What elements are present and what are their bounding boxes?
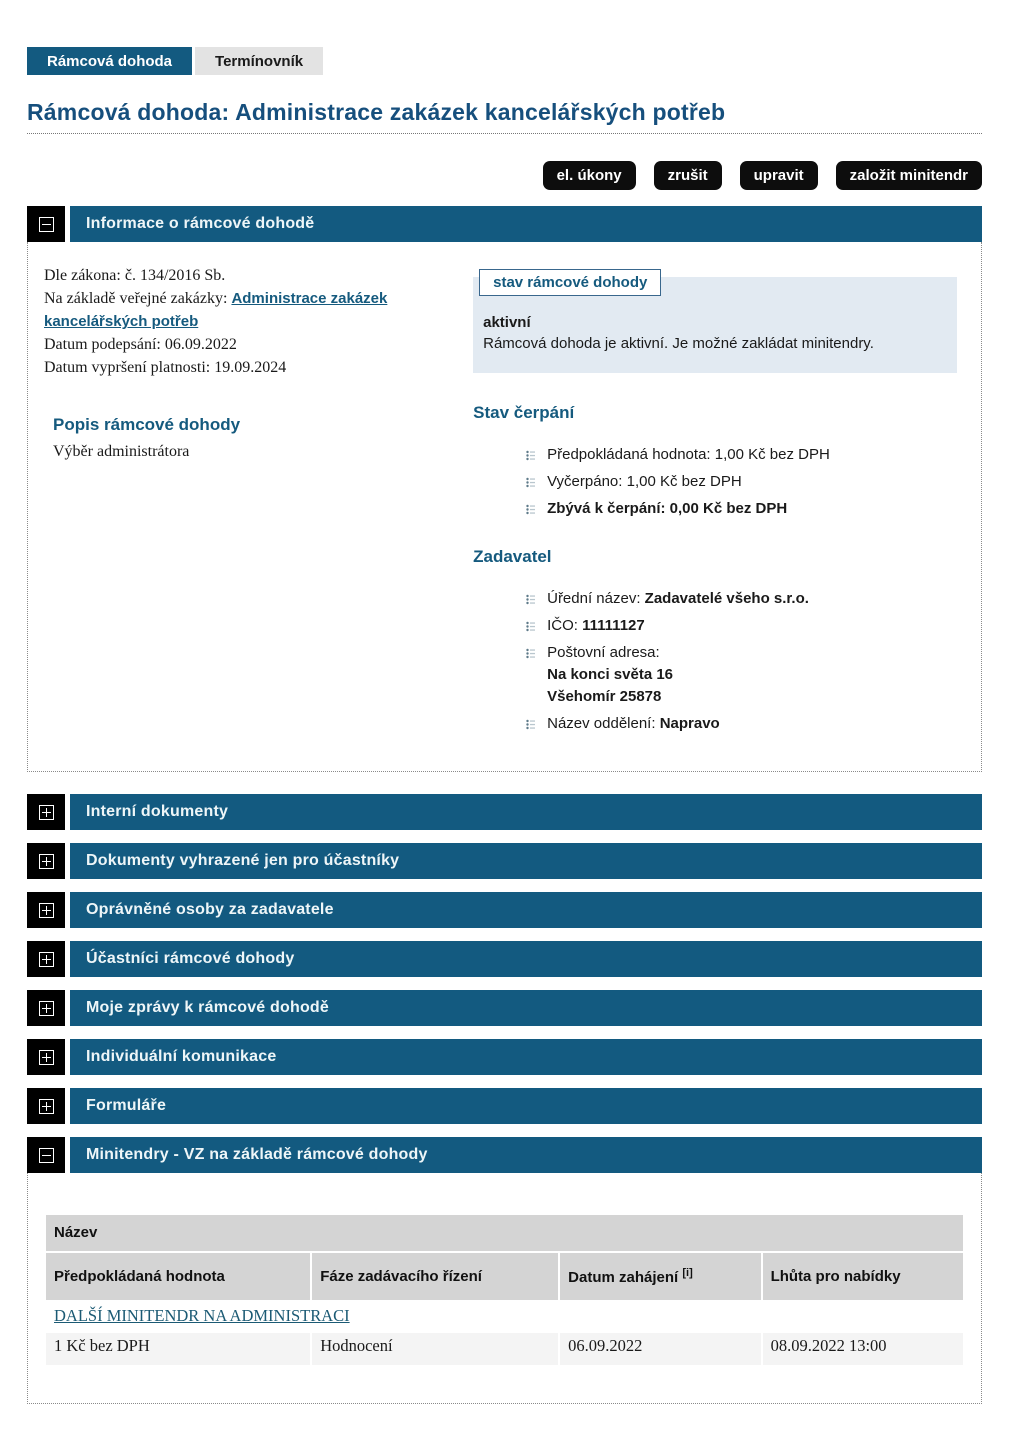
tab-ramcova-dohoda[interactable]: Rámcová dohoda [27, 47, 192, 75]
plus-icon [39, 854, 54, 869]
section-bar-formulare [27, 1088, 982, 1124]
title-divider [27, 133, 982, 134]
column-header-faze: Fáze zadávacího řízení [312, 1253, 558, 1300]
section-title: Účastníci rámcové dohody [70, 941, 982, 977]
zadavatel-list [526, 589, 957, 734]
based-on-label: Na základě veřejné zakázky: [44, 290, 228, 307]
expand-toggle-button[interactable] [27, 1088, 65, 1124]
status-value: aktivní [483, 314, 531, 331]
collapse-toggle-button[interactable] [27, 206, 65, 242]
section-title-minitendry: Minitendry - VZ na základě rámcové dohody [70, 1137, 982, 1173]
expand-toggle-button[interactable] [27, 941, 65, 977]
section-bar-minitendry [27, 1137, 982, 1173]
info-left-column [44, 264, 473, 741]
popis-block [44, 415, 473, 461]
list-bullet-icon [526, 475, 537, 495]
column-header-lhuta: Lhůta pro nabídky [763, 1253, 963, 1300]
address-line: Všehomír 25878 [547, 688, 662, 705]
section-bar-moje-zpravy [27, 990, 982, 1026]
section-bar-individualni-komunikace [27, 1039, 982, 1075]
law-line: Dle zákona: č. 134/2016 Sb. [44, 267, 226, 284]
expand-toggle-button[interactable] [27, 892, 65, 928]
plus-icon [39, 805, 54, 820]
cerpani-list [526, 445, 957, 519]
expand-toggle-button[interactable] [27, 794, 65, 830]
cell-hodnota: 1 Kč bez DPH [46, 1333, 310, 1365]
plus-icon [39, 1001, 54, 1016]
status-description: Rámcová dohoda je aktivní. Je možné zakládat minitendry. [483, 335, 874, 352]
public-contract-link[interactable]: Administrace zakázek kancelářských potřeb [44, 290, 388, 330]
column-header-zahajeni: Datum zahájení [i] [560, 1253, 760, 1300]
section-bar-informace [27, 206, 982, 242]
table-row [46, 1333, 963, 1365]
section-title: Individuální komunikace [70, 1039, 982, 1075]
popis-text: Výběr administrátora [53, 443, 190, 460]
cell-lhuta: 08.09.2022 13:00 [763, 1333, 963, 1365]
section-title: Formuláře [70, 1088, 982, 1124]
column-header-hodnota: Předpokládaná hodnota [46, 1253, 310, 1300]
list-item: Vyčerpáno: 1,00 Kč bez DPH [526, 472, 957, 492]
minitendry-table [44, 1213, 965, 1367]
upravit-button[interactable]: upravit [740, 161, 818, 190]
expand-toggle-button[interactable] [27, 843, 65, 879]
popis-heading: Popis rámcové dohody [53, 415, 241, 434]
section-title-informace: Informace o rámcové dohodě [70, 206, 982, 242]
expiry-date-line: Datum vypršení platnosti: 19.09.2024 [44, 359, 287, 376]
section-bar-interni-dokumenty [27, 794, 982, 830]
status-box [473, 274, 957, 373]
cell-zahajeni: 06.09.2022 [560, 1333, 760, 1365]
section-title: Moje zprávy k rámcové dohodě [70, 990, 982, 1026]
list-bullet-icon [526, 717, 537, 737]
expand-toggle-button[interactable] [27, 1039, 65, 1075]
plus-icon [39, 952, 54, 967]
based-on-line [44, 287, 473, 333]
page-title: Rámcová dohoda: Administrace zakázek kancelářských potřeb [27, 99, 726, 125]
el-ukony-button[interactable]: el. úkony [543, 161, 636, 190]
status-box-label: stav rámcové dohody [479, 269, 661, 296]
list-bullet-icon [526, 592, 537, 612]
list-item: Úřední název: Zadavatelé všeho s.r.o. [526, 589, 957, 609]
info-right-column [473, 264, 957, 741]
list-bullet-icon [526, 619, 537, 639]
list-bullet-icon [526, 646, 537, 666]
list-item: Předpokládaná hodnota: 1,00 Kč bez DPH [526, 445, 957, 465]
bottom-spacer [27, 1404, 982, 1430]
section-bar-dokumenty-ucastnici [27, 843, 982, 879]
section-title: Interní dokumenty [70, 794, 982, 830]
collapse-toggle-button[interactable] [27, 1137, 65, 1173]
list-item: Název oddělení: Napravo [526, 714, 957, 734]
info-superscript: [i] [682, 1267, 693, 1279]
plus-icon [39, 1050, 54, 1065]
minitendr-link[interactable]: DALŠÍ MINITENDR NA ADMINISTRACI [54, 1306, 350, 1325]
tab-bar [27, 47, 982, 75]
plus-icon [39, 1099, 54, 1114]
list-item: Zbývá k čerpání: 0,00 Kč bez DPH [526, 499, 957, 519]
minitendry-panel [27, 1173, 982, 1404]
minus-icon [39, 1148, 54, 1163]
list-bullet-icon [526, 448, 537, 468]
section-bar-ucastnici-dohody [27, 941, 982, 977]
cerpani-heading: Stav čerpání [473, 403, 575, 422]
tab-terminovnik[interactable]: Termínovník [195, 47, 323, 75]
address-line: Na konci světa 16 [547, 666, 674, 683]
table-row [46, 1302, 963, 1331]
action-toolbar [27, 161, 982, 190]
signed-date-line: Datum podepsání: 06.09.2022 [44, 336, 237, 353]
zrusit-button[interactable]: zrušit [654, 161, 722, 190]
table-header-nazev: Název [46, 1215, 963, 1251]
list-item: IČO: 11111127 [526, 616, 957, 636]
list-bullet-icon [526, 502, 537, 522]
zalozit-minitendr-button[interactable]: založit minitendr [836, 161, 982, 190]
plus-icon [39, 903, 54, 918]
zadavatel-heading: Zadavatel [473, 547, 552, 566]
cell-faze: Hodnocení [312, 1333, 558, 1365]
section-bar-opravnene-osoby [27, 892, 982, 928]
list-item: Poštovní adresa: Na konci světa 16 Všehomír 25878 [526, 643, 957, 707]
expand-toggle-button[interactable] [27, 990, 65, 1026]
minus-icon [39, 217, 54, 232]
section-title: Dokumenty vyhrazené jen pro účastníky [70, 843, 982, 879]
informace-panel [27, 242, 982, 772]
section-title: Oprávněné osoby za zadavatele [70, 892, 982, 928]
